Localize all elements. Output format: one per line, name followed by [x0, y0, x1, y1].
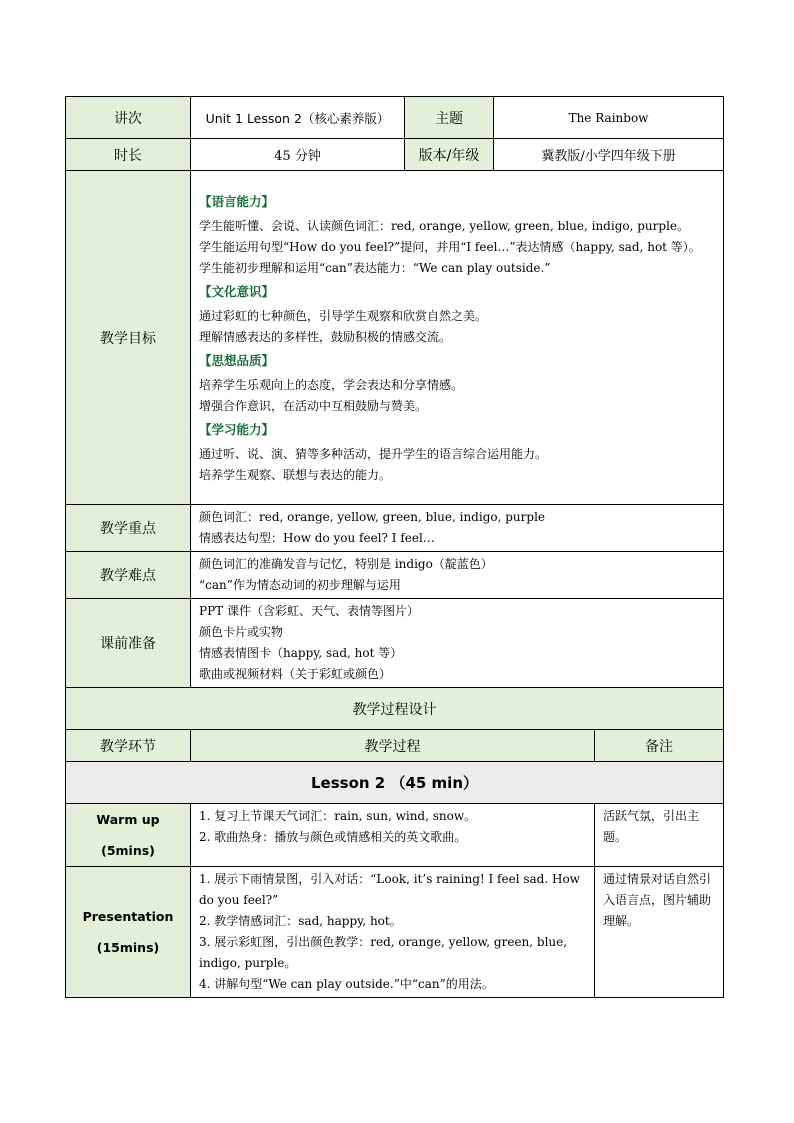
difficulties-content — [191, 552, 724, 599]
presentation-row — [66, 867, 724, 998]
difficulties-label: 教学难点 — [66, 552, 191, 599]
preparation-label: 课前准备 — [66, 599, 191, 688]
presentation-stage-cell — [66, 867, 191, 998]
process-column-header: 教学过程 — [191, 730, 595, 762]
section-title: 【学习能力】 — [199, 422, 275, 437]
section-title: 【语言能力】 — [199, 194, 275, 209]
difficulty-line: “can”作为情态动词的初步理解与运用 — [199, 578, 401, 592]
objective-line: 学生能运用句型“How do you feel?”提问，并用“I feel…”表达情感（happy, sad, hot 等）。 — [199, 240, 701, 254]
session-value: Unit 1 Lesson 2（核心素养版） — [191, 97, 405, 139]
key-points-label: 教学重点 — [66, 505, 191, 552]
objective-line: 培养学生乐观向上的态度，学会表达和分享情感。 — [199, 378, 464, 392]
lesson-plan-table — [65, 96, 724, 998]
warmup-stage-cell — [66, 804, 191, 867]
preparation-line: 歌曲或视频材料（关于彩虹或颜色） — [199, 667, 392, 681]
preparation-line: 情感表情图卡（happy, sad, hot 等） — [199, 646, 403, 660]
warmup-stage-time: (5mins) — [101, 843, 155, 858]
process-title-row — [66, 688, 724, 730]
objective-line: 学生能听懂、会说、认读颜色词汇：red, orange, yellow, green, blue, indigo, purple。 — [199, 219, 690, 233]
warmup-stage-name: Warm up — [96, 812, 160, 827]
duration-label: 时长 — [66, 139, 191, 171]
key-point-line: 情感表达句型：How do you feel? I feel… — [199, 531, 435, 545]
edition-label: 版本/年级 — [405, 139, 494, 171]
preparation-line: 颜色卡片或实物 — [199, 625, 284, 639]
objectives-section-learning — [199, 419, 715, 486]
process-line: 3. 展示彩虹图，引出颜色教学：red, orange, yellow, green, blue, indigo, purple。 — [199, 935, 568, 970]
presentation-stage-time: (15mins) — [96, 940, 160, 955]
process-line: 2. 教学情感词汇：sad, happy, hot。 — [199, 914, 402, 928]
duration-row — [66, 139, 724, 171]
objectives-section-culture — [199, 281, 715, 348]
topic-value: The Rainbow — [494, 97, 724, 139]
process-line: 1. 展示下雨情景图，引入对话：“Look, it’s raining! I feel sad. How do you feel?” — [199, 872, 580, 907]
presentation-stage-name: Presentation — [82, 909, 174, 924]
objectives-label: 教学目标 — [66, 171, 191, 505]
duration-value: 45 分钟 — [191, 139, 405, 171]
key-point-line: 颜色词汇：red, orange, yellow, green, blue, indigo, purple — [199, 510, 546, 524]
warmup-process — [191, 804, 595, 867]
objective-line: 通过听、说、演、猜等多种活动，提升学生的语言综合运用能力。 — [199, 447, 548, 461]
objectives-row — [66, 171, 724, 505]
objective-line: 学生能初步理解和运用“can”表达能力：“We can play outside.” — [199, 261, 551, 275]
objective-line: 理解情感表达的多样性，鼓励积极的情感交流。 — [199, 330, 452, 344]
presentation-process — [191, 867, 595, 998]
presentation-note: 通过情景对话自然引入语言点，图片辅助理解。 — [595, 867, 724, 998]
notes-column-header: 备注 — [595, 730, 724, 762]
session-row — [66, 97, 724, 139]
objective-line: 培养学生观察、联想与表达的能力。 — [199, 468, 392, 482]
objectives-content — [191, 171, 724, 505]
stage-column-header: 教学环节 — [66, 730, 191, 762]
objectives-section-language — [199, 191, 715, 279]
key-points-content — [191, 505, 724, 552]
section-title: 【文化意识】 — [199, 284, 275, 299]
objectives-section-thinking — [199, 350, 715, 417]
objective-line: 增强合作意识，在活动中互相鼓励与赞美。 — [199, 399, 428, 413]
warmup-note: 活跃气氛，引出主题。 — [595, 804, 724, 867]
process-line: 2. 歌曲热身：播放与颜色或情感相关的英文歌曲。 — [199, 830, 467, 844]
preparation-row — [66, 599, 724, 688]
key-points-row — [66, 505, 724, 552]
warmup-row — [66, 804, 724, 867]
process-line: 1. 复习上节课天气词汇：rain, sun, wind, snow。 — [199, 809, 477, 823]
difficulties-row — [66, 552, 724, 599]
preparation-content — [191, 599, 724, 688]
lesson-heading-row — [66, 762, 724, 804]
difficulty-line: 颜色词汇的准确发音与记忆，特别是 indigo（靛蓝色） — [199, 557, 493, 571]
process-title: 教学过程设计 — [66, 688, 724, 730]
objective-line: 通过彩虹的七种颜色，引导学生观察和欣赏自然之美。 — [199, 309, 488, 323]
process-line: 4. 讲解句型“We can play outside.”中“can”的用法。 — [199, 977, 494, 991]
edition-value: 冀教版/小学四年级下册 — [494, 139, 724, 171]
topic-label: 主题 — [405, 97, 494, 139]
session-label: 讲次 — [66, 97, 191, 139]
section-title: 【思想品质】 — [199, 353, 275, 368]
process-header-row — [66, 730, 724, 762]
preparation-line: PPT 课件（含彩虹、天气、表情等图片） — [199, 604, 419, 618]
lesson-title: Lesson 2 （45 min） — [66, 762, 724, 804]
